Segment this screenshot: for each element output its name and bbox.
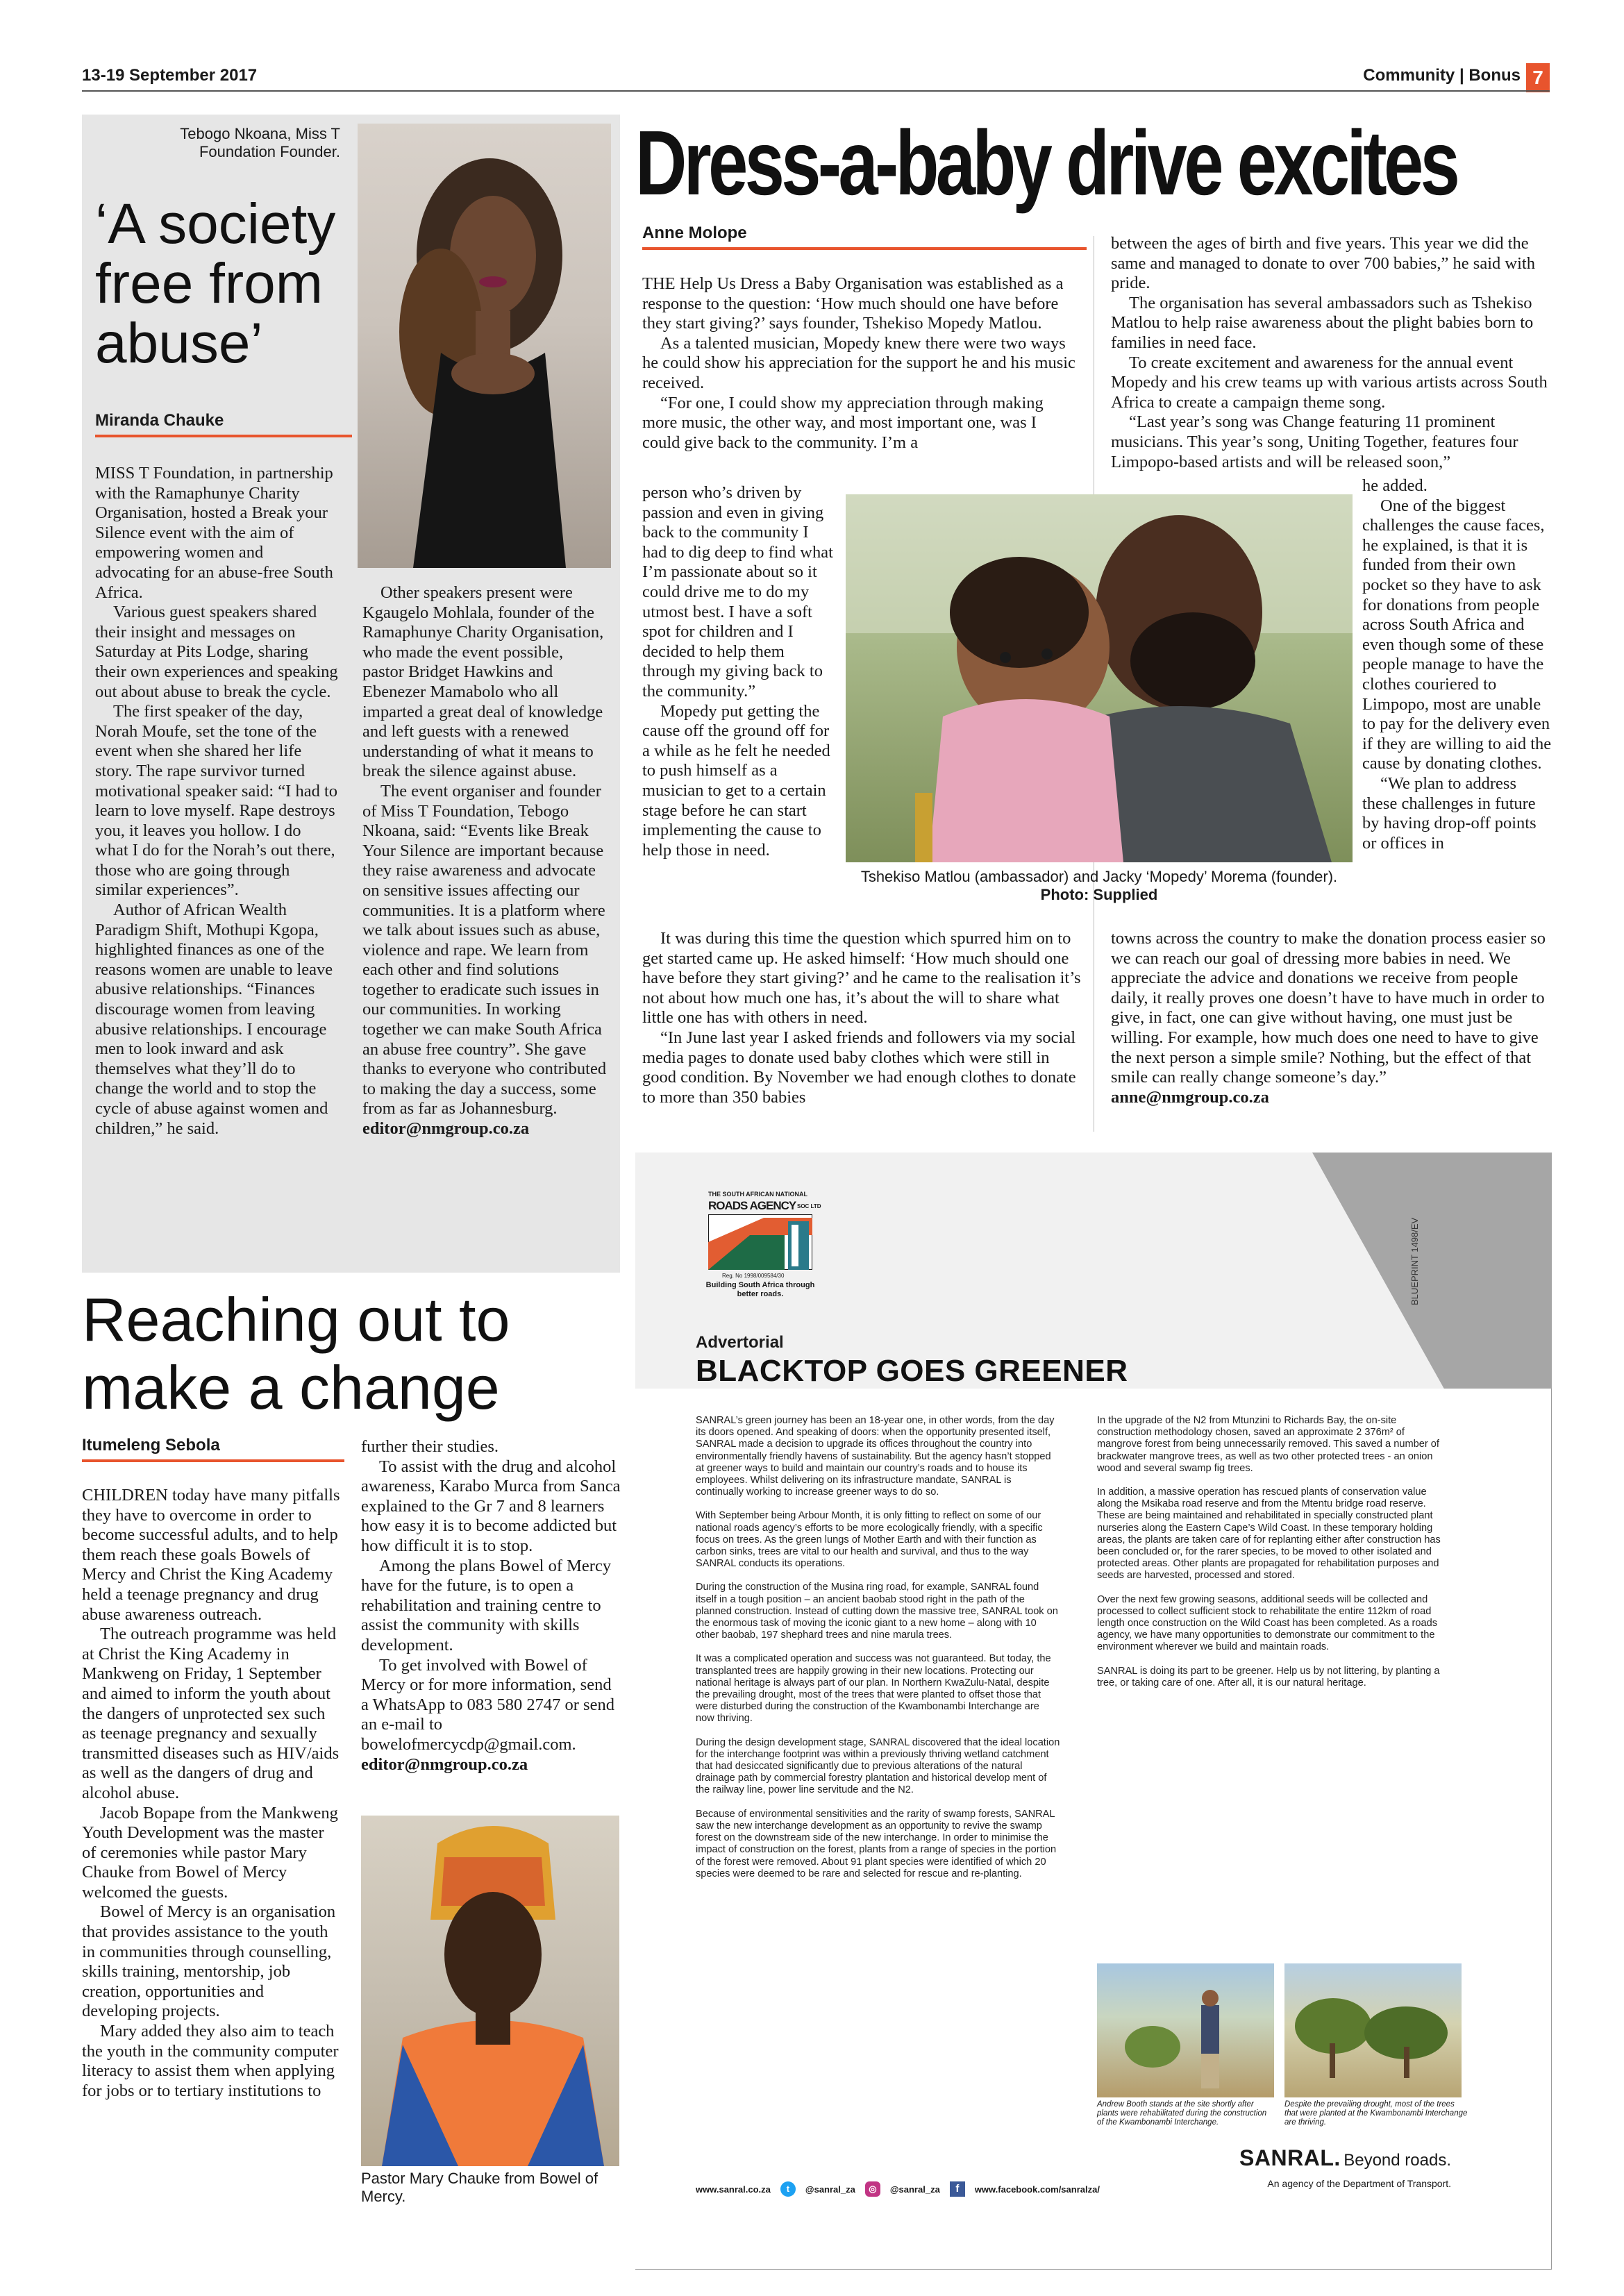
advert-right-rule <box>1551 1389 1552 2269</box>
story2-para: To create excitement and awareness for the annual event Mopedy and his crew teams up with various artists across South Africa to create a campaign theme song. <box>1111 353 1548 412</box>
story2-para: One of the biggest challenges the cause faces, he explained, is that it is funded from their own pocket so they have to ask for donations from people across South Africa and even though some of these people manage to have the clothes couriered to Limpopo, most are unable to pay for the delivery even if they are willing to aid the cause by donating clothes. <box>1362 496 1552 773</box>
story1-photo-caption: Tebogo Nkoana, Miss T Foundation Founder. <box>180 125 340 160</box>
story1-para: The first speaker of the day, Norah Moufe, set the tone of the event when she shared her life story. The rape survivor turned motivational speaker said: “I had to learn to love myself. Rape destroys you, it leaves you hollow. I do what I do for the Norah’s out there, those who are going through similar experiences”. <box>95 702 338 900</box>
story2-para: “We plan to address these challenges in future by having drop-off points or offices in <box>1362 773 1537 853</box>
advert-para: SANRAL’s green journey has been an 18-year one, in other words, from the day its doors opened. And speaking of doors: when the opportunity presented itself, SANRAL made a decision to upgrade its offices throughout the country into environmentally friendly havens of sustainability. But the agency hasn’t stopped at greener ways to build and maintain our country’s roads and to house its employees. Whilst delivering on its infrastructure mandate, SANRAL is continually working to increase greener ways to do so. <box>696 1415 1055 1498</box>
story2-para: “In June last year I asked friends and followers via my social media pages to donate used baby clothes which were still in good condition. By November we had enough clothes to donate to more than 350 babies <box>642 1028 1076 1107</box>
advert-para: SANRAL is doing its part to be greener. Help us by not littering, by planting a tree, or taking care of one. After all, it is our natural heritage. <box>1097 1665 1440 1689</box>
story1-para: MISS T Foundation, in partnership with the Ramaphunye Charity Organisation, hosted a Break your Silence event with the aim of empowering women and advocating for an abuse-free South Africa. <box>95 464 333 602</box>
story2-col2-top <box>1111 234 1552 472</box>
twitter-icon[interactable]: t <box>780 2181 796 2197</box>
story2-photo <box>846 494 1353 862</box>
story3-byline: Itumeleng Sebola <box>82 1436 344 1462</box>
website-link[interactable]: www.sanral.co.za <box>696 2184 771 2195</box>
advert-para: Because of environmental sensitivities and the rarity of swamp forests, SANRAL saw the new interchange development as an opportunity to revive the swamp forest on the downstream side of the new interchange. In order to minimise the impact of construction on the forest, plants from a range of species in the portion of the forest were removed. About 91 plant species were identified of which 20 species were deemed to be rare and selected for rescue and re-planting. <box>696 1808 1057 1879</box>
advert-para: In addition, a massive operation has rescued plants of conservation value along the Msikaba road reserve and from the Mtentu bridge road reserve. These are being maintained and rehabilitated in specially constructed plant nurseries along the Eastern Cape’s Wild Coast. In these temporary holding areas, the plants are taken care of for replanting either after construction has been concluded or, for the rarer species, to be moved to other isolated and protected areas. Other plants are propagated for rehabilitation purposes and seeds are harvested, processed and stored. <box>1097 1486 1441 1582</box>
advert-para: During the construction of the Musina ring road, for example, SANRAL found itself in a tough position – an ancient baobab stood right in the path of the planned construction. Instead of cutting down the massive tree, SANRAL took on the enormous task of moving the iconic giant to a new home – along with 10 other baobab, 197 shephard trees and nine marula trees. <box>696 1582 1058 1641</box>
advert-kicker: Advertorial <box>696 1333 784 1352</box>
story3-para: To assist with the drug and alcohol awareness, Karabo Murca from Sanca explained to the Gr 7 and 8 learners how easy it is to become addicted but how difficult it is to stop. <box>361 1457 621 1555</box>
logo-reg: Reg. No 1998/009584/30 <box>722 1273 785 1279</box>
story2-para: It was during this time the question which spurred him on to get started came up. He asked himself: ‘How much should one have before they start giving?’ and he came to the realisation it’s not about how much one has, it’s about the will to share what little one has with others in need. <box>642 929 1081 1028</box>
twitter-handle[interactable]: @sanral_za <box>805 2184 855 2195</box>
advert-col2 <box>1097 1415 1451 1701</box>
advert-photo-1-caption: Andrew Booth stands at the site shortly after plants were rehabilitated during the construction of the Kwambonambi Interchange. <box>1097 2100 1267 2127</box>
advert-para: It was a complicated operation and success was not guaranteed. But today, the transplanted trees are happily growing in their new locations. Protecting our national heritage is always part of our plan. In Northern KwaZulu-Natal, despite the prevailing drought, most of the trees that were planted to offset those that were disturbed during the construction of the Kwambonambi Interchange are now thriving. <box>696 1653 1051 1725</box>
story2-col1-top <box>642 274 1076 453</box>
story2-col2-bottom <box>1111 929 1552 1107</box>
brand-name: SANRAL. <box>1239 2145 1341 2170</box>
story1-email[interactable]: editor@nmgroup.co.za <box>362 1119 530 1139</box>
story3-para: further their studies. <box>361 1437 499 1456</box>
agency-line: An agency of the Department of Transport. <box>1267 2178 1451 2189</box>
story3-photo-caption: Pastor Mary Chauke from Bowel of Mercy. <box>361 2170 598 2205</box>
story1-photo <box>358 124 611 568</box>
page-number-badge <box>1526 63 1550 92</box>
section-label: Community | Bonus <box>1363 66 1521 85</box>
story2-photo-credit: Photo: Supplied <box>1040 886 1158 903</box>
story1-para: Author of African Wealth Paradigm Shift, Mothupi Kgopa, highlighted finances as one of the reasons women are unable to leave abusive relationships. “Finances discourage women from leaving abusive relationships. I encourage men to look inward and ask themselves what they’ll do to change the world and to stop the cycle of abuse against women and children,” he said. <box>95 900 333 1138</box>
page-date: 13-19 September 2017 <box>82 66 258 85</box>
story3-para: Bowel of Mercy is an organisation that provides assistance to the youth in communities through counselling, skills training, mentorship, job creation, opportunities and developing projects. <box>82 1902 336 2021</box>
woman-portrait-image <box>358 124 611 568</box>
story1-headline: ‘A society free from abuse’ <box>95 192 336 375</box>
story1-byline: Miranda Chauke <box>95 411 352 437</box>
story2-photo-caption: Tshekiso Matlou (ambassador) and Jacky ‘Mopedy’ Morema (founder). <box>860 868 1338 885</box>
story3-col1 <box>82 1486 340 2101</box>
story3-para: CHILDREN today have many pitfalls they have to overcome in order to become successful adults, and to help them reach these goals Bowels of Mercy and Christ the King Academy held a teenage pregnancy and drug abuse awareness outreach. <box>82 1486 340 1624</box>
instagram-handle[interactable]: @sanral_za <box>889 2184 940 2195</box>
story3-para: Mary added they also aim to teach the youth in the community computer literacy to assist them when applying for jobs or to tertiary institutions to <box>82 2022 339 2100</box>
facebook-link[interactable]: www.facebook.com/sanralza/ <box>974 2184 1100 2195</box>
sanral-logo <box>694 1191 826 1298</box>
story1-para: Various guest speakers shared their insight and messages on Saturday at Pits Lodge, sharing their own experiences and speaking out about abuse to break the cycle. <box>95 603 338 701</box>
story2-para: As a talented musician, Mopedy knew there were two ways he could show his appreciation for the support he and his music received. <box>642 333 1075 392</box>
instagram-icon[interactable]: ◎ <box>865 2181 880 2197</box>
brand-tagline: Beyond roads. <box>1343 2151 1451 2170</box>
story2-para: person who’s driven by passion and even in giving back to the community I had to dig deep to find what I’m passionate about so it could drive me to do my utmost best. I have a soft spot for children and I decided to help them through my giving back to the community.” <box>642 483 833 701</box>
man-at-site-image <box>1097 1963 1274 2097</box>
logo-suffix: SOC LTD <box>797 1203 821 1209</box>
story3-col2 <box>361 1437 621 1775</box>
road-emblem-icon <box>708 1214 812 1270</box>
story2-photo-caption-block <box>846 868 1353 904</box>
sanral-brand <box>1208 2145 1451 2171</box>
story2-col1-bottom <box>642 929 1083 1107</box>
advert-photo-1 <box>1097 1963 1274 2097</box>
advert-side-code: BLUEPRINT 1498/EV <box>1409 1217 1420 1305</box>
story2-para: “For one, I could show my appreciation through making more music, the other way, and most important one, was I could give back to the community. I’m a <box>642 393 1044 452</box>
advert-col1 <box>696 1415 1060 1892</box>
story2-col1-narrow <box>642 483 833 860</box>
facebook-icon[interactable]: f <box>950 2181 965 2197</box>
story2-para: between the ages of birth and five years. This year we did the same and managed to donate to over 700 babies,” he said with pride. <box>1111 234 1535 293</box>
story3-para: To get involved with Bowel of Mercy or for more information, send a WhatsApp to 083 580 2747 or send an e-mail to bowelofmercycdp@gmail.com. <box>361 1655 614 1754</box>
story2-byline: Anne Molope <box>642 224 1087 250</box>
header-rule <box>82 90 1550 92</box>
story2-para: THE Help Us Dress a Baby Organisation was established as a response to the question: ‘How much should one have before they start giving?’ says founder, Tshekiso Mopedy Matlou. <box>642 274 1064 333</box>
story2-para: The organisation has several ambassadors such as Tshekiso Matlou to help raise awareness about the plight babies born to families in need face. <box>1111 293 1534 352</box>
story3-headline: Reaching out to make a change <box>82 1285 510 1422</box>
story3-email[interactable]: editor@nmgroup.co.za <box>361 1754 528 1774</box>
story3-para: Jacob Bopape from the Mankweng Youth Development was the master of ceremonies while pastor Mary Chauke from Bowel of Mercy welcomed the guests. <box>82 1803 338 1902</box>
story2-para: towns across the country to make the donation process easier so we can reach our goal of dressing more babies in need. We appreciate the advice and donations we receive from people daily, it really proves one doesn’t have to have much in order to give, in fact, one can give without having, one must just be willing. For example, how much does one need to have to give the next person a simple smile? Nothing, but the effect of that smile can really change someone’s day.” <box>1111 929 1546 1087</box>
advert-photo-2-caption: Despite the prevailing drought, most of the trees that were planted at the Kwambonambi Interchange are thriving. <box>1284 2100 1468 2127</box>
story3-para: The outreach programme was held at Christ the King Academy in Mankweng on Friday, 1 September and aimed to inform the youth about the dangers of unprotected sex such as teenage pregnancy and sexually transmitted diseases such as HIV/aids as well as the dangers of drug and alcohol abuse. <box>82 1625 340 1802</box>
story1-col2 <box>362 583 609 1139</box>
advert-headline: BLACKTOP GOES GREENER <box>696 1354 1128 1388</box>
pastor-portrait-image <box>361 1816 619 2166</box>
advert-para: Over the next few growing seasons, additional seeds will be collected and processed to collect sufficient stock to rehabilitate the entire 112km of road length once construction on the Wild Coast has been completed. As a roads agency, we have many opportunities to demonstrate our commitment to the environment wherever we build and maintain roads. <box>1097 1593 1437 1653</box>
advert-para: In the upgrade of the N2 from Mtunzini to Richards Bay, the on-site construction methodology chosen, saved an approximate 2 376m² of mangrove forest from being unnecessarily removed. This saved a number of brackwater mangrove trees, as well as two other protected trees - an onion wood and several swamp fig trees. <box>1097 1415 1439 1474</box>
father-kissing-baby-image <box>846 494 1353 862</box>
logo-top-text: THE SOUTH AFRICAN NATIONAL <box>708 1191 807 1198</box>
story2-email[interactable]: anne@nmgroup.co.za <box>1111 1087 1269 1107</box>
advert-para: During the design development stage, SANRAL discovered that the ideal location for the interchange footprint was within a previously thriving wetland catchment that had desiccated significantly due to previous alterations of the natural drainage path by commercial forestry plantation and historical develop ment of the railway line, power line servitude and the N2. <box>696 1736 1060 1796</box>
story2-para: Mopedy put getting the cause off the ground off for a while as he felt he needed to push himself as a musician to get to a certain stage before he can start implementing the cause to help those in need. <box>642 701 830 860</box>
advert-bottom-rule <box>635 2269 1552 2270</box>
story2-para: “Last year’s song was Change featuring 11 prominent musicians. This year’s song, Uniting Together, features four Limpopo-based artists and will be released soon,” <box>1111 412 1518 471</box>
story2-para: he added. <box>1362 476 1428 495</box>
story1-para: Other speakers present were Kgaugelo Mohlala, founder of the Ramaphunye Charity Organisation, who made the event possible, pastor Bridget Hawkins and Ebenezer Mamabolo who all imparted a great deal of knowledge and left guests with a renewed understanding of what it means to break the silence against abuse. <box>362 583 604 781</box>
story3-para: Among the plans Bowel of Mercy have for the future, is to open a rehabilitation and training centre to assist the community with skills development. <box>361 1556 612 1654</box>
page-number: 7 <box>1532 67 1543 88</box>
logo-name: ROADS AGENCY <box>708 1199 796 1212</box>
story1-para: The event organiser and founder of Miss T Foundation, Tebogo Nkoana, said: “Events like Break Your Silence are important because they raise awareness and advocate on sensitive issues affecting our communities. It is a platform where we talk about issues such as abuse, violence and rape. We learn from each other and find solutions together to eradicate such issues in our communities. In working together we can make South Africa an abuse free country”. She gave thanks to everyone who contributed to making the day a success, some from as far as Johannesburg. <box>362 781 607 1118</box>
thriving-trees-image <box>1284 1963 1462 2097</box>
logo-tagline: Building South Africa through better roads. <box>705 1281 815 1298</box>
social-bar <box>696 2180 1196 2198</box>
story3-photo <box>361 1816 619 2166</box>
advert-photo-2 <box>1284 1963 1462 2097</box>
advert-para: With September being Arbour Month, it is only fitting to reflect on some of our national roads agency’s efforts to be more ecologically friendly, with a specific focus on trees. As the green lungs of Mother Earth and with their function as carbon sinks, trees are vital to our health and survival, and thus to the way SANRAL conducts its operations. <box>696 1510 1043 1570</box>
story2-col2-narrow <box>1362 476 1553 853</box>
story1-col1 <box>95 464 338 1139</box>
story2-headline: Dress-a-baby drive excites <box>635 112 1457 214</box>
